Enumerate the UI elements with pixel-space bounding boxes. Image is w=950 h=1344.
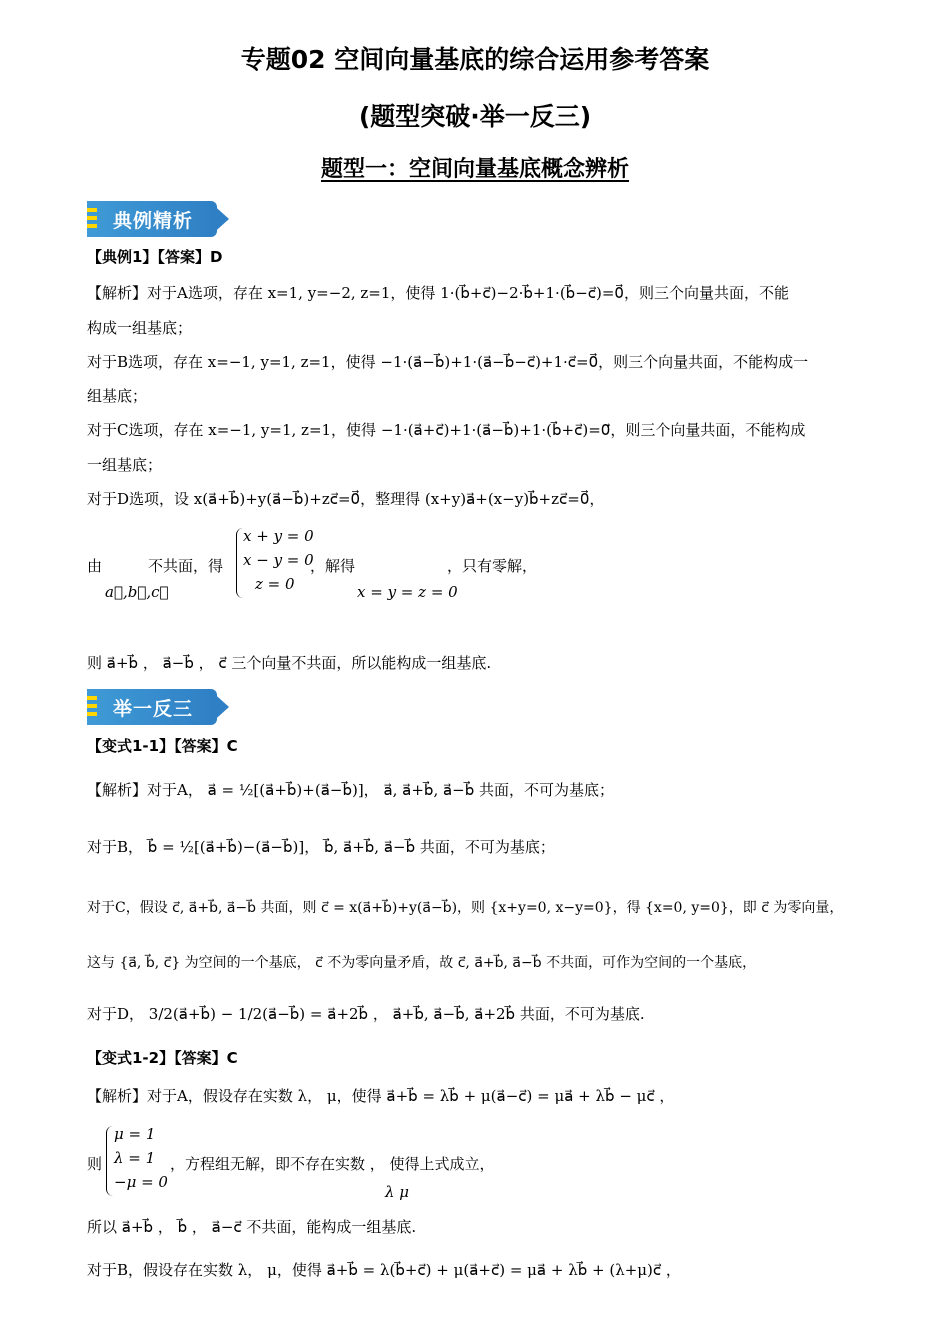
- example1-system-solve: ，解得: [310, 557, 356, 575]
- variant12-header: 【变式1-2】【答案】C: [87, 1049, 238, 1067]
- example1-line-7: 对于D选项，设 x(a⃗+b⃗)+y(a⃗−b⃗)+zc⃗=0⃗，整理得 (x+y)a⃗+(x−y)b⃗+zc⃗=0⃗，: [87, 490, 605, 508]
- stripes-icon: [87, 696, 97, 720]
- example1-system-prefix: 由: [87, 557, 103, 575]
- variant12-system-text: ，方程组无解，即不存在实数 ， 使得上式成立，: [170, 1155, 495, 1173]
- variant12-line-2: 所以 a⃗+b⃗ ， b⃗ ， a⃗−c⃗ 不共面，能构成一组基底.: [87, 1218, 417, 1236]
- example1-line-1: 【解析】对于A选项，存在 x=1, y=−2, z=1，使得 1·(b⃗+c⃗)−2·b⃗+1·(b⃗−c⃗)=0⃗，则三个向量共面，不能: [87, 284, 789, 302]
- example-banner: 典例精析: [87, 201, 230, 237]
- variant11-line-1: 【解析】对于A， a⃗ = ½[(a⃗+b⃗)+(a⃗−b⃗)]， a⃗, a⃗+b⃗, a⃗−b⃗ 共面，不可为基底；: [87, 781, 615, 799]
- example1-line-2: 构成一组基底；: [87, 319, 193, 337]
- example1-line-6: 一组基底；: [87, 456, 163, 474]
- stripes-icon: [87, 208, 97, 232]
- section-title: 题型一：空间向量基底概念辨析: [320, 157, 629, 182]
- sub-title: (题型突破·举一反三): [358, 102, 592, 131]
- variant12-system: μ = 1 λ = 1 −μ = 0: [114, 1125, 168, 1191]
- example1-conclusion: 则 a⃗+b⃗ ， a⃗−b⃗ ， c⃗ 三个向量不共面，所以能构成一组基底.: [87, 654, 492, 672]
- example1-system: x + y = 0 x − y = 0 z = 0: [243, 527, 314, 593]
- example1-line-5: 对于C选项，存在 x=−1, y=1, z=1，使得 −1·(a⃗+c⃗)+1·(a⃗−b⃗)+1·(b⃗+c⃗)=0⃗，则三个向量共面，不能构成: [87, 421, 806, 439]
- brace-icon: [106, 1126, 113, 1196]
- variants-banner: 举一反三: [87, 689, 230, 725]
- variant11-line-3: 对于C，假设 c⃗, a⃗+b⃗, a⃗−b⃗ 共面，则 c⃗ = x(a⃗+b⃗)+y(a⃗−b⃗)，则 {x+y=0, x−y=0}，得 {x=0, y=0}，即 c⃗ 为零向量，: [87, 900, 844, 916]
- variant11-header: 【变式1-1】【答案】C: [87, 737, 238, 755]
- example1-system-vectors: a⃗,b⃗,c⃗: [105, 583, 169, 601]
- example1-line-4: 组基底；: [87, 387, 148, 405]
- variant11-line-2: 对于B， b⃗ = ½[(a⃗+b⃗)−(a⃗−b⃗)]， b⃗, a⃗+b⃗, a⃗−b⃗ 共面，不可为基底；: [87, 838, 555, 856]
- variant12-system-symbols: λ μ: [385, 1183, 410, 1201]
- variant12-line-1: 【解析】对于A，假设存在实数 λ， μ，使得 a⃗+b⃗ = λb⃗ + μ(a⃗−c⃗) = μa⃗ + λb⃗ − μc⃗ ，: [87, 1087, 675, 1105]
- variant11-line-5: 对于D， 3/2(a⃗+b⃗) − 1/2(a⃗−b⃗) = a⃗+2b⃗ ， a⃗+b⃗, a⃗−b⃗, a⃗+2b⃗ 共面，不可为基底.: [87, 1005, 645, 1023]
- main-title: 专题02 空间向量基底的综合运用参考答案: [240, 45, 710, 74]
- example1-system-solution: x = y = z = 0: [357, 583, 458, 601]
- variant12-line-3: 对于B，假设存在实数 λ， μ，使得 a⃗+b⃗ = λ(b⃗+c⃗) + μ(a⃗+c⃗) = μa⃗ + λb⃗ + (λ+μ)c⃗ ，: [87, 1261, 681, 1279]
- example1-system-mid: 不共面，得: [148, 557, 224, 575]
- variant12-system-prefix: 则: [87, 1155, 103, 1173]
- variant11-line-4: 这与 {a⃗, b⃗, c⃗} 为空间的一个基底， c⃗ 不为零向量矛盾，故 c⃗, a⃗+b⃗, a⃗−b⃗ 不共面，可作为空间的一个基底，: [87, 955, 757, 971]
- brace-icon: [236, 528, 243, 598]
- example1-system-end: ，只有零解，: [447, 557, 538, 575]
- example1-line-3: 对于B选项，存在 x=−1, y=1, z=1，使得 −1·(a⃗−b⃗)+1·(a⃗−b⃗−c⃗)+1·c⃗=0⃗，则三个向量共面，不能构成一: [87, 353, 809, 371]
- example1-header: 【典例1】【答案】D: [87, 248, 223, 266]
